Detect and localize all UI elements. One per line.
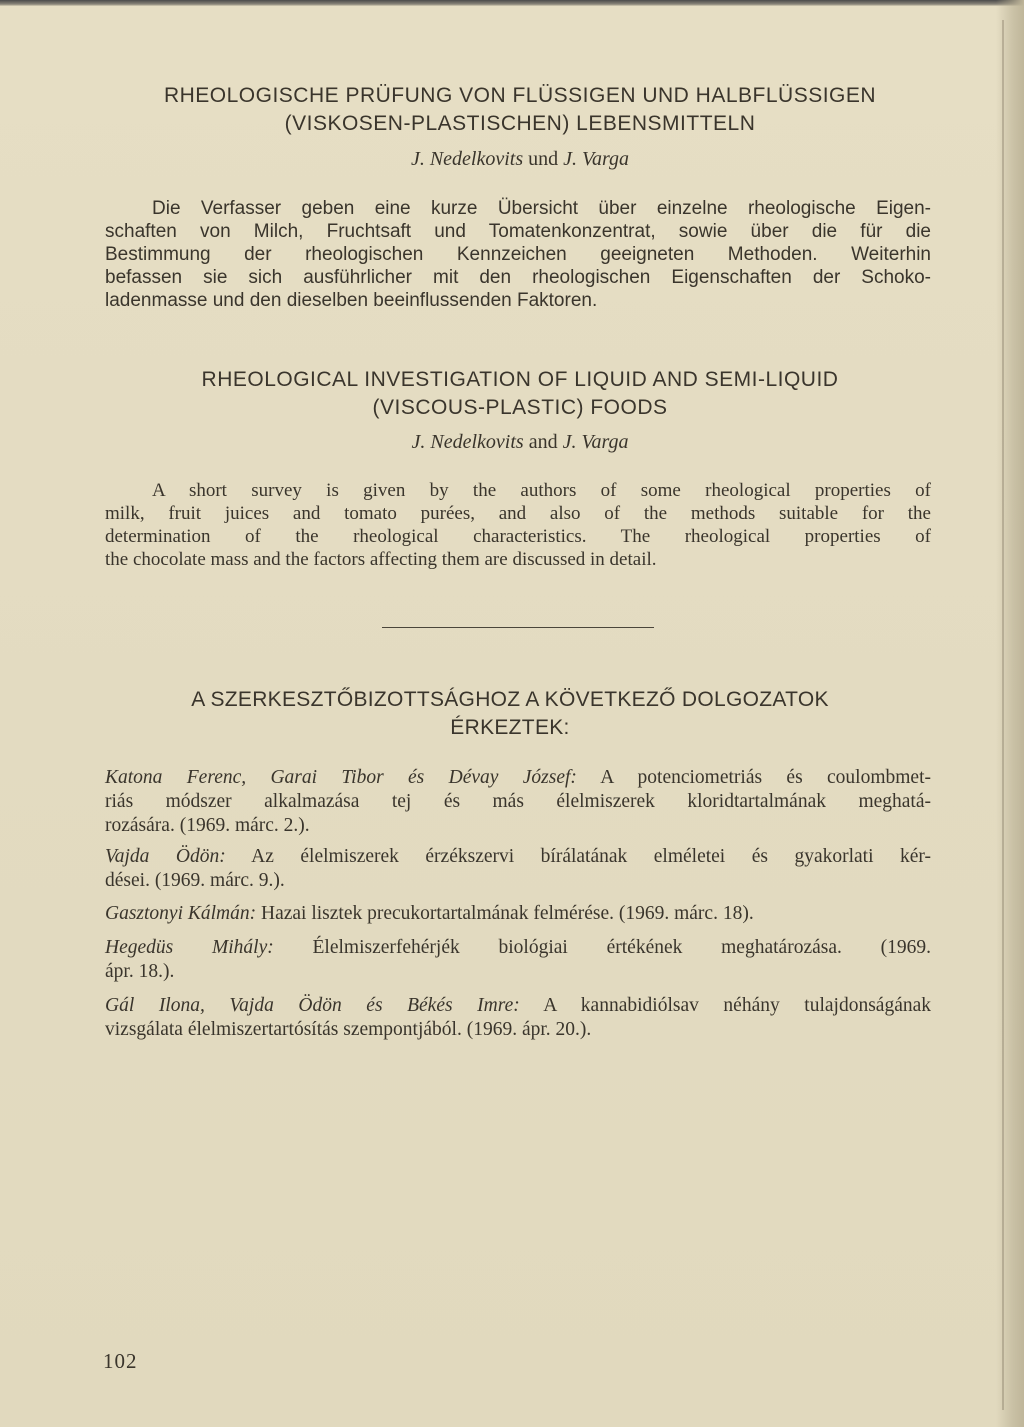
german-authors	[100, 148, 940, 171]
received-entry-text: A kannabidiólsav néhány tulajdonságának	[519, 995, 931, 1016]
received-entry-line: ápr. 18.).	[105, 961, 175, 982]
received-entry-line: riás módszer alkalmazása tej és más élelmiszerek kloridtartalmának meghatá-	[105, 791, 931, 812]
received-entry-text: Hazai lisztek precukortartalmának felmérése. (1969. márc. 18).	[256, 903, 754, 924]
german-abstract-line: Die Verfasser geben eine kurze Übersicht über einzelne rheologische Eigen-	[152, 198, 931, 219]
received-entry-authors: Vajda Ödön:	[105, 846, 226, 867]
german-abstract-line: schaften von Milch, Fruchtsaft und Tomatenkonzentrat, sowie über die für die	[105, 221, 931, 242]
german-author-connector: und	[528, 148, 559, 170]
english-abstract-line: determination of the rheological characteristics. The rheological properties of	[105, 526, 931, 547]
english-abstract-line: milk, fruit juices and tomato purées, and also of the methods suitable for the	[105, 503, 931, 524]
english-abstract-line: the chocolate mass and the factors affecting them are discussed in detail.	[105, 549, 657, 570]
section-divider	[382, 627, 654, 628]
german-abstract-line: Bestimmung der rheologischen Kennzeichen geeigneten Methoden. Weiterhin	[105, 244, 931, 265]
received-entry-text: A potenciometriás és coulombmet-	[576, 767, 931, 788]
german-abstract-line: befassen sie sich ausführlicher mit den rheologischen Eigenschaften der Schoko-	[105, 267, 931, 288]
received-entry-authors: Katona Ferenc, Garai Tibor és Dévay József:	[105, 767, 577, 788]
received-entry-authors: Gasztonyi Kálmán:	[105, 903, 257, 924]
english-authors	[100, 431, 940, 454]
page-number: 102	[103, 1349, 138, 1373]
page-fold-line	[1002, 20, 1004, 1410]
english-title-line-2: (VISCOUS-PLASTIC) FOODS	[372, 396, 668, 419]
english-title-line-1: RHEOLOGICAL INVESTIGATION OF LIQUID AND SEMI-LIQUID	[201, 368, 839, 391]
german-author-1: J. Nedelkovits	[410, 148, 524, 170]
received-entry-text: Az élelmiszerek érzékszervi bírálatának elméletei és gyakorlati kér-	[225, 846, 931, 867]
page-top-edge	[0, 0, 1024, 6]
english-author-connector: and	[528, 431, 558, 453]
page-right-edge	[996, 0, 1024, 1427]
german-title-line-1: RHEOLOGISCHE PRÜFUNG VON FLÜSSIGEN UND HALBFLÜSSIGEN	[163, 84, 877, 107]
received-entry-line	[105, 936, 931, 960]
received-entry-line	[105, 845, 931, 869]
english-abstract-line: A short survey is given by the authors of some rheological properties of	[152, 480, 931, 501]
received-entry-line	[105, 766, 931, 790]
received-entry-line: dései. (1969. márc. 9.).	[105, 870, 285, 891]
english-author-1: J. Nedelkovits	[411, 431, 524, 453]
received-title-line-2: ÉRKEZTEK:	[450, 716, 570, 739]
received-entry-text: Élelmiszerfehérjék biológiai értékének meghatározása. (1969.	[273, 937, 931, 958]
received-entry-line: vizsgálata élelmiszertartósítás szempontjából. (1969. ápr. 20.).	[105, 1019, 592, 1040]
received-entry-line: rozására. (1969. márc. 2.).	[105, 815, 310, 836]
received-entry-line	[105, 994, 931, 1018]
german-title-line-2: (VISKOSEN-PLASTISCHEN) LEBENSMITTELN	[284, 112, 756, 135]
english-author-2: J. Varga	[562, 431, 629, 453]
received-title-line-1: A SZERKESZTŐBIZOTTSÁGHOZ A KÖVETKEZŐ DOLGOZATOK	[191, 688, 829, 711]
german-abstract-line: ladenmasse und den dieselben beeinflussenden Faktoren.	[105, 290, 598, 311]
received-entry-line	[105, 902, 931, 926]
german-author-2: J. Varga	[563, 148, 630, 170]
received-entry-authors: Hegedüs Mihály:	[105, 937, 274, 958]
received-entry-authors: Gál Ilona, Vajda Ödön és Békés Imre:	[105, 995, 520, 1016]
